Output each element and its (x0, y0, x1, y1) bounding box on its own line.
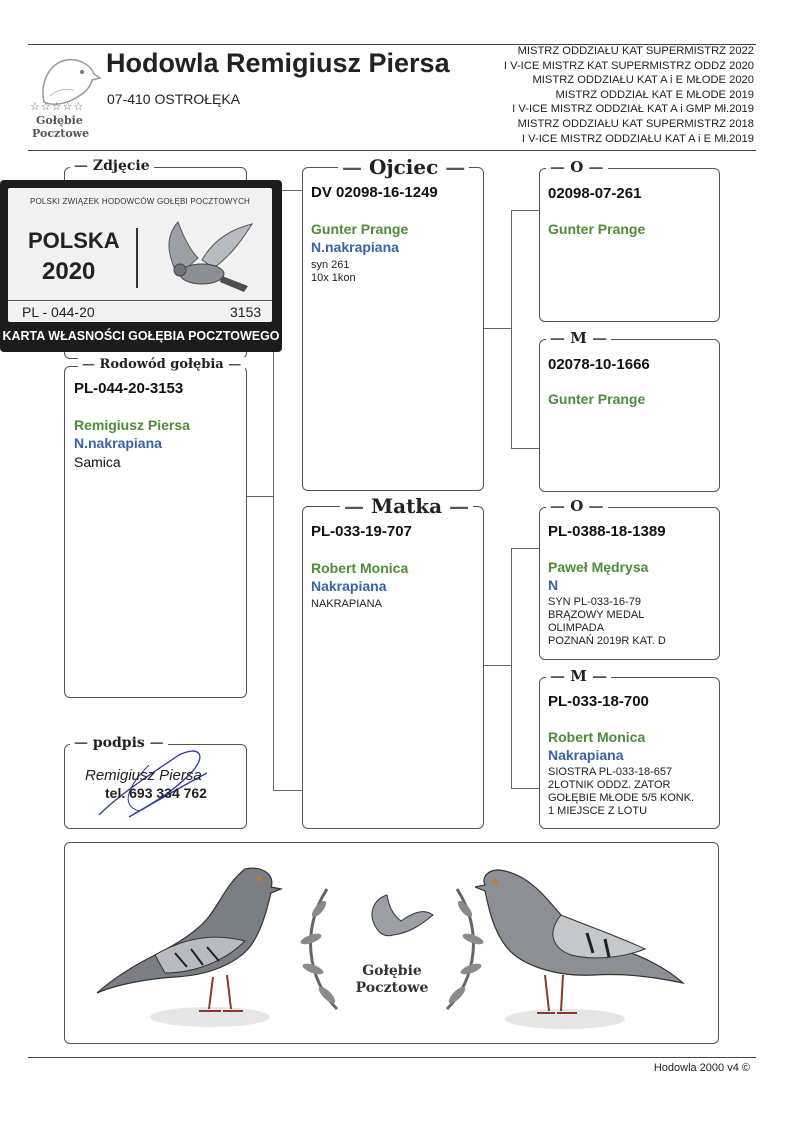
maternal-grandmother-breeder: Robert Monica (548, 729, 646, 745)
maternal-grandmother-note: 2LOTNIK ODDZ. ZATOR (548, 779, 671, 791)
signature-name: Remigiusz Piersa (85, 767, 202, 784)
maternal-grandmother-ring: PL-033-18-700 (548, 693, 649, 710)
card-ring-number: 3153 (230, 304, 262, 320)
father-box (302, 167, 484, 491)
signature-phone: tel. 693 334 762 (105, 785, 207, 801)
achievement-item: MISTRZ ODDZIAŁU KAT A i E MŁODE 2020 (532, 74, 754, 87)
photo-legend-text: Zdjęcie (92, 158, 150, 174)
connector-line (511, 788, 539, 789)
subject-sex: Samica (74, 454, 121, 470)
paternal-grandfather-legend: — O — (546, 158, 608, 176)
maternal-grandmother-box (539, 677, 720, 829)
breeder-logo (30, 50, 102, 142)
subject-ring: PL-044-20-3153 (74, 380, 184, 397)
connector-line (483, 328, 511, 329)
flying-pigeon-icon (148, 216, 258, 302)
breeder-address: 07-410 OSTROŁĘKA (107, 91, 241, 107)
card-face (8, 188, 272, 322)
maternal-grandfather-note: SYN PL-033-16-79 (548, 596, 641, 608)
maternal-grandfather-box (539, 507, 720, 660)
connector-line (511, 210, 539, 211)
signature-legend-text: podpis (92, 735, 145, 751)
laurel-wreath-icon (297, 859, 487, 1031)
signature-box (64, 744, 247, 829)
father-note: syn 261 (311, 259, 350, 271)
achievement-item: MISTRZ ODDZIAŁU KAT SUPERMISTRZ 2018 (517, 117, 754, 130)
footer-version: Hodowla 2000 v4 © (653, 1062, 750, 1074)
logo-text-line1: Gołębie (36, 114, 83, 127)
mother-breeder: Robert Monica (311, 560, 409, 576)
maternal-grandfather-legend: — O — (546, 497, 608, 515)
maternal-grandfather-note: OLIMPADA (548, 622, 605, 634)
father-ring: DV 02098-16-1249 (311, 184, 438, 201)
father-color: N.nakrapiana (311, 239, 399, 255)
pigeon-right-icon (475, 849, 685, 1033)
banner-logo-line1: Gołębie (362, 963, 422, 979)
photo-legend: — Zdjęcie (70, 158, 154, 174)
connector-line (511, 548, 512, 788)
maternal-grandfather-color: N (548, 577, 559, 593)
mother-legend-text: Matka (370, 494, 443, 518)
subject-breeder: Remigiusz Piersa (74, 417, 190, 433)
subject-legend: — Rodowód gołębia — (78, 357, 245, 372)
paternal-grandmother-legend: — M — (546, 329, 611, 347)
card-rule (8, 300, 272, 301)
maternal-grandmother-legend-text: M (570, 667, 587, 685)
maternal-grandfather-ring: PL-0388-18-1389 (548, 523, 666, 540)
card-country: POLSKA (28, 228, 120, 253)
subject-legend-text: Rodowód gołębia (99, 357, 224, 372)
achievement-item: MISTRZ ODDZIAŁ KAT E MŁODE 2019 (555, 88, 754, 101)
connector-line (273, 790, 303, 791)
achievement-item: I V-ICE MISTRZ ODDZIAŁU KAT A i E Mł.2019 (521, 132, 754, 145)
card-association: POLSKI ZWIĄZEK HODOWCÓW GOŁĘBI POCZTOWYCH (29, 197, 251, 206)
logo-stars: ☆☆☆☆☆ (30, 101, 85, 113)
card-ring-prefix: PL - 044-20 (22, 304, 95, 320)
banner-logo (297, 859, 487, 1031)
paternal-grandmother-ring: 02078-10-1666 (548, 356, 650, 373)
mother-color: Nakrapiana (311, 578, 387, 594)
paternal-grandmother-box (539, 339, 720, 492)
connector-line (483, 665, 511, 666)
paternal-grandfather-legend-text: O (570, 158, 584, 176)
footer-rule (28, 1057, 756, 1058)
achievement-item: MISTRZ ODDZIAŁU KAT SUPERMISTRZ 2022 (517, 45, 754, 57)
connector-line (511, 448, 539, 449)
achievements-list (482, 44, 754, 146)
connector-line (511, 210, 512, 448)
maternal-grandmother-note: 1 MIEJSCE Z LOTU (548, 805, 648, 817)
father-note: 10x 1kon (311, 272, 356, 284)
subject-box (64, 366, 247, 698)
card-caption: KARTA WŁASNOŚCI GOŁĘBIA POCZTOWEGO (2, 329, 280, 343)
mother-ring: PL-033-19-707 (311, 523, 412, 540)
paternal-grandmother-legend-text: M (570, 329, 587, 347)
achievement-item: I V-ICE MISTRZ ODDZIAŁ KAT A i GMP Mł.2019 (512, 103, 754, 116)
paternal-grandfather-ring: 02098-07-261 (548, 185, 642, 202)
paternal-grandmother-breeder: Gunter Prange (548, 391, 646, 407)
maternal-grandfather-breeder: Paweł Mędrysa (548, 559, 649, 575)
mother-legend: — Matka — (340, 494, 473, 518)
connector-line (511, 548, 539, 549)
maternal-grandmother-note: GOŁĘBIE MŁODE 5/5 KONK. (548, 792, 695, 804)
mother-box (302, 506, 484, 829)
banner-logo-line2: Pocztowe (355, 980, 429, 996)
paternal-grandfather-box (539, 168, 720, 322)
paternal-grandfather-breeder: Gunter Prange (548, 221, 646, 237)
connector-line (245, 496, 273, 497)
father-breeder: Gunter Prange (311, 221, 409, 237)
breeder-name: Hodowla Remigiusz Piersa (106, 48, 450, 78)
maternal-grandmother-color: Nakrapiana (548, 747, 624, 763)
maternal-grandfather-legend-text: O (570, 497, 584, 515)
header-bottom-rule (28, 150, 756, 151)
maternal-grandfather-note: POZNAŃ 2019R KAT. D (548, 635, 666, 647)
maternal-grandfather-note: BRĄZOWY MEDAL (548, 609, 645, 621)
pigeon-left-icon (95, 849, 295, 1033)
maternal-grandmother-note: SIOSTRA PL-033-18-657 (548, 766, 673, 778)
logo-text-line2: Pocztowe (32, 127, 90, 140)
ownership-card (0, 180, 282, 352)
father-legend-text: Ojciec (368, 155, 439, 179)
father-legend: — Ojciec — (338, 155, 469, 179)
subject-color: N.nakrapiana (74, 435, 162, 451)
card-year: 2020 (42, 258, 96, 285)
card-divider (136, 228, 138, 288)
signature-legend: — podpis — (70, 735, 168, 751)
mother-note: NAKRAPIANA (311, 598, 382, 610)
maternal-grandmother-legend: — M — (546, 667, 611, 685)
achievement-item: I V-ICE MISTRZ KAT SUPERMISTRZ ODDZ 2020 (503, 59, 754, 72)
pigeon-banner (64, 842, 719, 1044)
